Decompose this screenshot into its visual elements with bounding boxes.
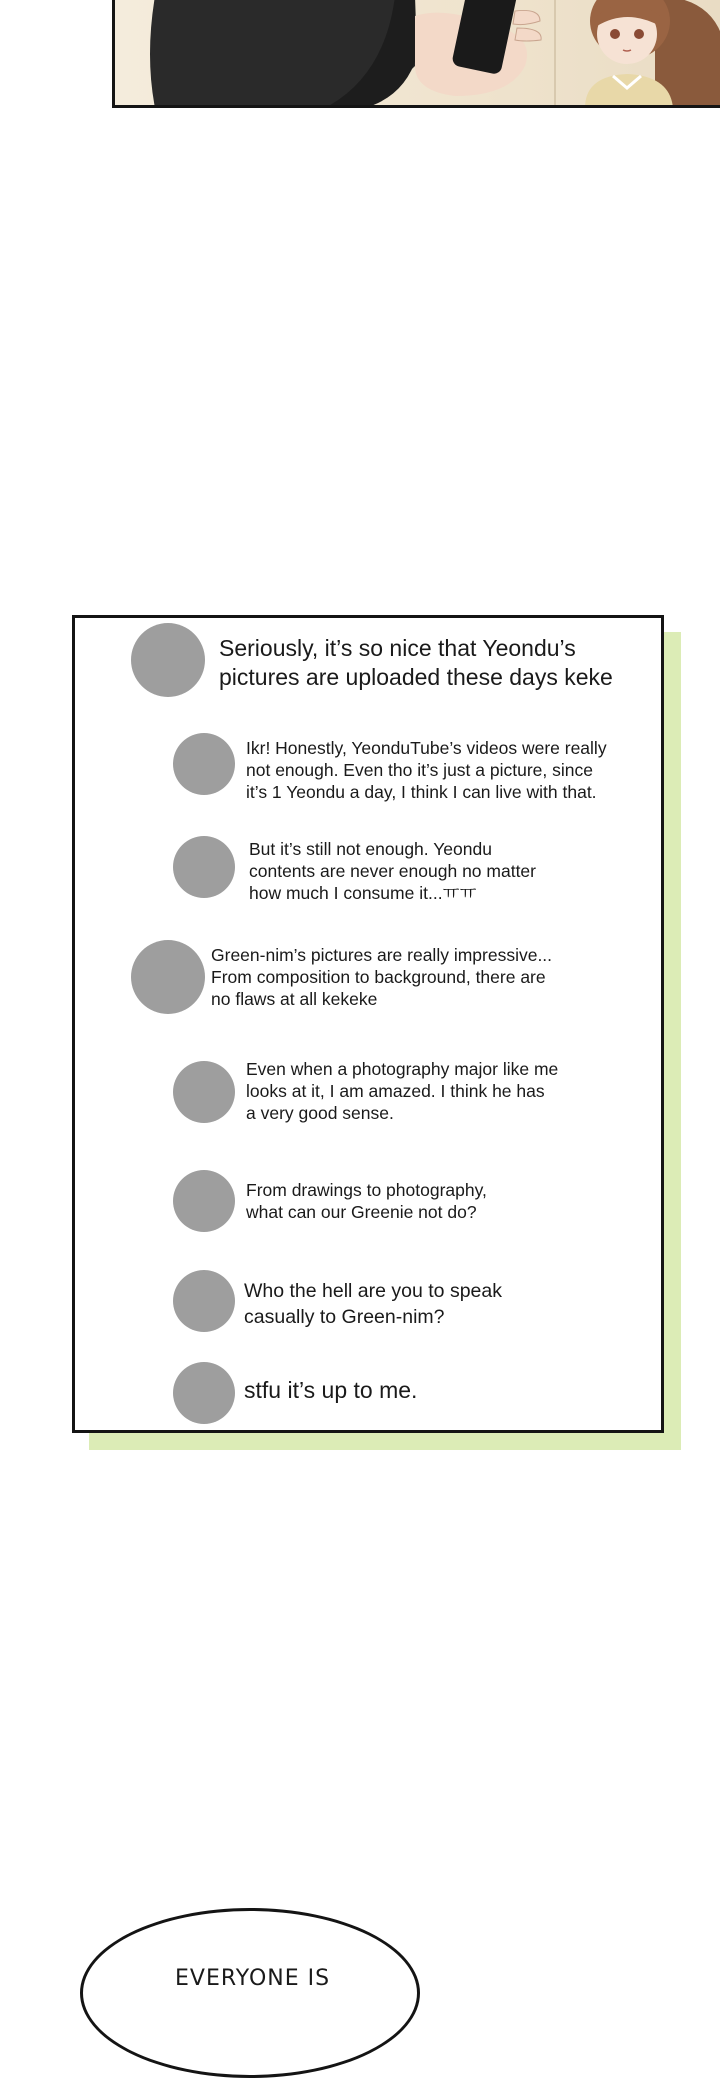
comment-text: From drawings to photography, what can our Greenie not do? [246, 1180, 487, 1222]
avatar [173, 733, 235, 795]
avatar [173, 1362, 235, 1424]
comment-text: Who the hell are you to speak casually to Green-nim? [244, 1280, 502, 1328]
avatar [173, 1061, 235, 1123]
comment-text: stfu it’s up to me. [244, 1377, 418, 1403]
avatar [131, 623, 205, 697]
speech-bubble-text: EVERYONE IS [175, 1966, 331, 1991]
comic-panel-top [112, 0, 720, 108]
avatar [173, 836, 235, 898]
comment-text: Seriously, it’s so nice that Yeondu’s pictures are uploaded these days keke [219, 635, 613, 690]
comment-text: Ikr! Honestly, YeonduTube’s videos were really not enough. Even tho it’s just a picture, since it’s 1 Yeondu a day, I think I can live with that. [246, 738, 607, 802]
comment-text: But it’s still not enough. Yeondu contents are never enough no matter how much I consume it...ㅠㅠ [249, 839, 536, 903]
comment-text: Green-nim’s pictures are really impressive... From composition to background, there are no flaws at all kekeke [211, 945, 553, 1009]
speech-bubble [80, 1908, 420, 2078]
avatar [173, 1270, 235, 1332]
comment-text: Even when a photography major like me looks at it, I am amazed. I think he has a very good sense. [246, 1059, 559, 1123]
avatar [131, 940, 205, 1014]
comic-illustration [115, 0, 720, 108]
avatar [173, 1170, 235, 1232]
